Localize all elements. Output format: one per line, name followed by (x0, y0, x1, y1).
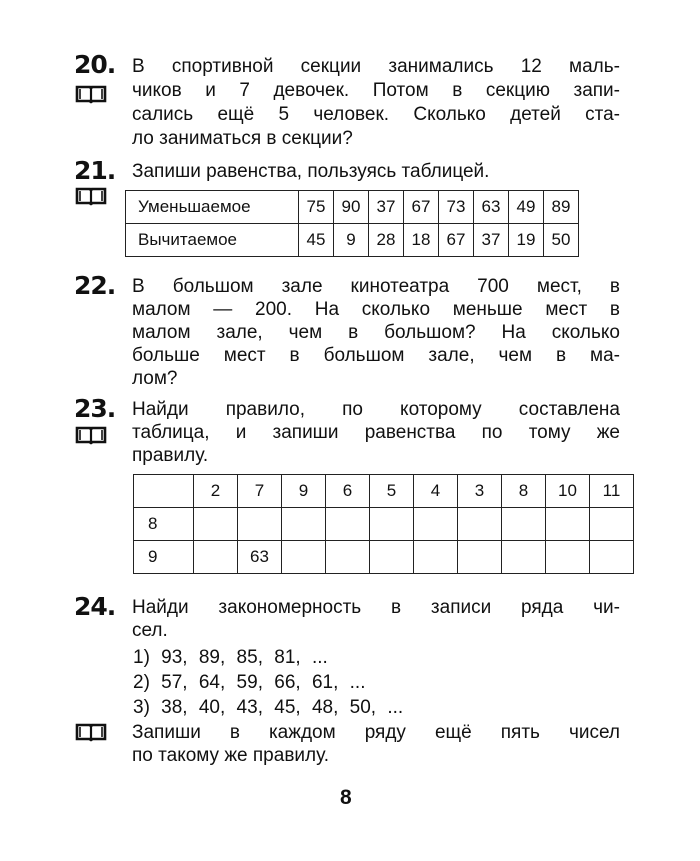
table-cell: 37 (369, 191, 404, 224)
task-number: 21. (74, 156, 116, 185)
table-cell (238, 508, 282, 541)
task-text-line: больше мест в большом зале, чем в ма- (132, 345, 620, 366)
table-cell: 28 (369, 224, 404, 257)
table-cell: 9 (334, 224, 369, 257)
table-cell (414, 541, 458, 574)
task-text-line: чиков и 7 девочек. Потом в секцию запи- (132, 80, 620, 101)
task-text-line: правилу. (132, 445, 209, 466)
task-text-line: малом — 200. На сколько меньше мест в (132, 299, 620, 320)
table-cell: 19 (509, 224, 544, 257)
table-cell (194, 508, 238, 541)
table-cell (458, 508, 502, 541)
task-number: 24. (74, 592, 116, 621)
number-series-1: 1) 93, 89, 85, 81, ... (133, 647, 328, 668)
task-text-line: Запиши равенства, пользуясь таблицей. (132, 161, 490, 182)
number-series-2: 2) 57, 64, 59, 66, 61, ... (133, 672, 366, 693)
table-cell (502, 508, 546, 541)
task-text-line: сались ещё 5 человек. Сколько детей ста- (132, 104, 620, 125)
task-text-line: Запиши в каждом ряду ещё пять чисел (132, 722, 620, 743)
table-cell: 50 (544, 224, 579, 257)
table-cell: 49 (509, 191, 544, 224)
table-cell (590, 508, 634, 541)
corner-cell (134, 475, 194, 508)
table-cell: 63 (474, 191, 509, 224)
row-label-subtrahend: Вычитаемое (126, 224, 299, 257)
subtraction-table (125, 190, 579, 257)
task-text-line: В спортивной секции занимались 12 маль- (132, 56, 620, 77)
row-header-cell: 9 (134, 541, 194, 574)
table-cell (546, 541, 590, 574)
table-cell: 18 (404, 224, 439, 257)
header-cell: 2 (194, 475, 238, 508)
task-text-line: малом зале, чем в большом? На сколько (132, 322, 620, 343)
page-number: 8 (340, 786, 352, 809)
task-number: 23. (74, 394, 116, 423)
table-cell: 45 (299, 224, 334, 257)
number-series-3: 3) 38, 40, 43, 45, 48, 50, ... (133, 697, 404, 718)
table-cell (546, 508, 590, 541)
header-cell: 10 (546, 475, 590, 508)
task-text-line: В большом зале кинотеатра 700 мест, в (132, 276, 620, 297)
table-cell (590, 541, 634, 574)
task-text-line: таблица, и запиши равенства по тому же (132, 422, 620, 443)
task-text-line: по такому же правилу. (132, 745, 329, 766)
table-cell (458, 541, 502, 574)
row-label-minuend: Уменьшаемое (126, 191, 299, 224)
task-number: 20. (74, 50, 116, 79)
task-text-line: сел. (132, 620, 168, 641)
table-cell (326, 508, 370, 541)
header-cell: 7 (238, 475, 282, 508)
table-cell (370, 508, 414, 541)
task-number: 22. (74, 271, 116, 300)
table-cell: 90 (334, 191, 369, 224)
open-book-icon (75, 186, 107, 206)
table-cell (282, 508, 326, 541)
header-cell: 4 (414, 475, 458, 508)
task-text-line: лом? (132, 368, 178, 389)
header-cell: 9 (282, 475, 326, 508)
table-cell: 73 (439, 191, 474, 224)
task-text-line: ло заниматься в секции? (132, 128, 353, 149)
table-cell (282, 541, 326, 574)
table-cell (326, 541, 370, 574)
table-cell: 89 (544, 191, 579, 224)
table-cell (370, 541, 414, 574)
multiplication-table (133, 474, 634, 574)
open-book-icon (75, 722, 107, 742)
table-row (126, 224, 579, 257)
table-cell: 67 (404, 191, 439, 224)
table-cell: 37 (474, 224, 509, 257)
table-cell: 75 (299, 191, 334, 224)
table-cell (194, 541, 238, 574)
row-header-cell: 8 (134, 508, 194, 541)
header-cell: 3 (458, 475, 502, 508)
header-cell: 11 (590, 475, 634, 508)
table-row (134, 508, 634, 541)
table-cell (502, 541, 546, 574)
open-book-icon (75, 425, 107, 445)
table-row (134, 541, 634, 574)
header-cell: 6 (326, 475, 370, 508)
table-header-row (134, 475, 634, 508)
task-text-line: Найди правило, по которому составлена (132, 399, 620, 420)
open-book-icon (75, 84, 107, 104)
table-cell: 67 (439, 224, 474, 257)
header-cell: 8 (502, 475, 546, 508)
table-cell (414, 508, 458, 541)
table-row (126, 191, 579, 224)
header-cell: 5 (370, 475, 414, 508)
task-text-line: Найди закономерность в записи ряда чи- (132, 597, 620, 618)
table-cell: 63 (238, 541, 282, 574)
